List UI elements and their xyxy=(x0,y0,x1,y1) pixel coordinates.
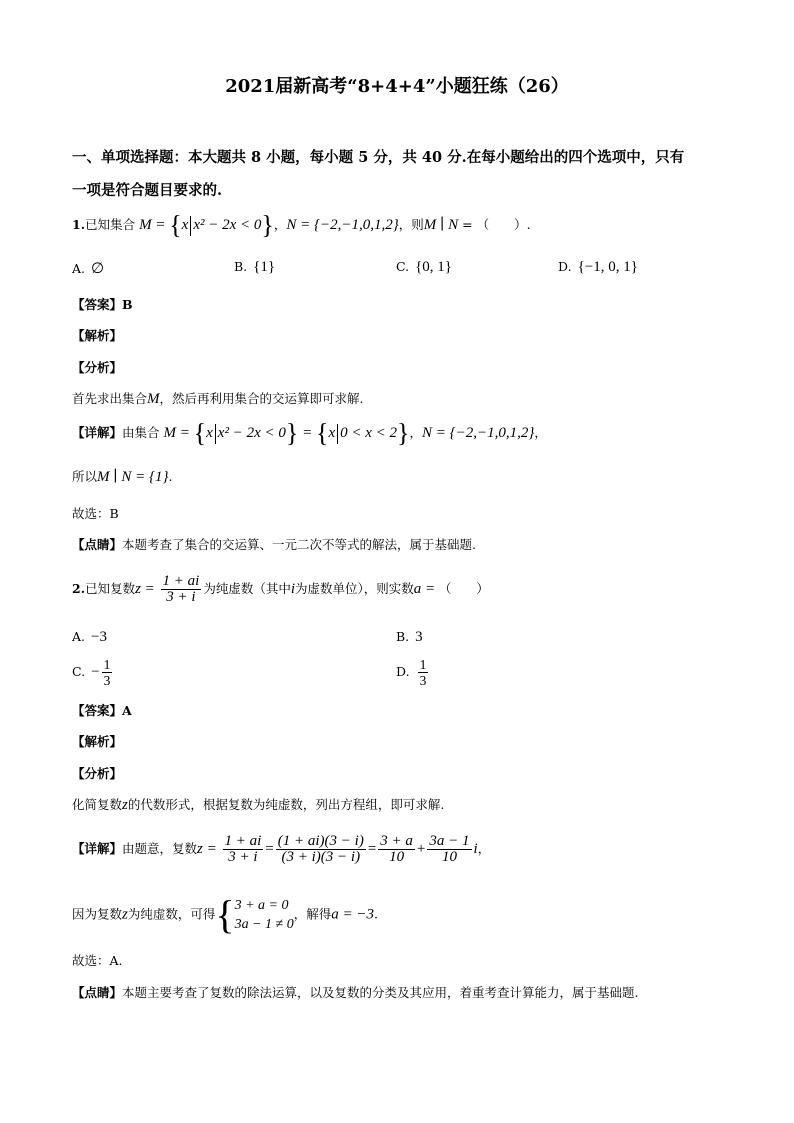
q1-analysis-tag: 【解析】 xyxy=(72,328,123,343)
q2-a-eq: a = xyxy=(413,581,439,597)
q2-detail-text-a: 由题意，复数 xyxy=(122,841,198,856)
q2-system-brace: { xyxy=(215,892,235,937)
q1-set-bar xyxy=(190,216,191,236)
q1-so-math: M ∣ N = {1} xyxy=(97,469,169,485)
q2-option-a-text: −3 xyxy=(91,629,107,645)
q1-option-a-label: A. xyxy=(72,261,86,276)
q1-detail-end: ， xyxy=(534,425,547,440)
q1-option-b xyxy=(234,259,275,276)
q1-set-N: N = {−2,−1,0,1,2} xyxy=(286,217,399,233)
q1-detail-cond-1: x² − 2x < 0 xyxy=(217,425,286,441)
q2-answer-value: A xyxy=(122,703,132,718)
q1-detail-x1: x xyxy=(206,425,213,441)
q1-comment xyxy=(72,534,476,556)
q1-detail-cond-2: 0 < x < 2 xyxy=(340,425,398,441)
q2-stem-fraction xyxy=(161,574,202,605)
q1-detail-brace-close-1: } xyxy=(285,418,299,448)
q1-stem-text-a: 已知集合 xyxy=(85,217,136,232)
q2-detail-f4-num: 3a − 1 xyxy=(429,833,470,849)
q1-option-b-text: {1} xyxy=(253,259,276,275)
q1-choose: 故选：B xyxy=(72,506,119,521)
q1-option-c xyxy=(396,259,452,276)
page-title: 2021届新高考“8+4+4”小题狂练（26） xyxy=(225,76,569,97)
q1-comma: ， xyxy=(273,217,287,232)
q1-stem xyxy=(72,210,531,240)
q2-since-z: z xyxy=(122,906,128,923)
q2-z-eq: z = xyxy=(135,581,159,597)
q2-detail-fraction-3 xyxy=(378,834,415,865)
q1-comment-tag: 【点睛】 xyxy=(72,537,123,552)
q2-option-b-label: B. xyxy=(396,629,410,644)
q2-option-b xyxy=(396,629,423,646)
q1-detail-M: M = xyxy=(163,425,194,441)
q2-detail: 【详解】由题意，复数z = $\frac{1 + ai}{3 + i}$ = $\frac{(1 + ai)(3 - i)}{(3 + i)(3 - i)}$ = $\frac{3 + a}{10}$ + $\frac{3a - 1}{10}$ i， xyxy=(72,833,491,865)
q1-set-condition: x² − 2x < 0 xyxy=(193,217,262,233)
q2-detail-f3-num: 3 + a xyxy=(380,833,413,849)
q2-analysis-text xyxy=(72,794,444,816)
q1-detail-comma: ， xyxy=(409,425,423,440)
q1-analyze-tag: 【分析】 xyxy=(72,360,123,375)
q2-system-row-1: 3 + a = 0 xyxy=(234,898,289,913)
q2-analyze-tag: 【分析】 xyxy=(72,766,123,781)
q1-answer-label: 【答案】 xyxy=(72,297,123,312)
q2-option-c xyxy=(72,657,114,688)
q2-detail-f2-num: (1 + ai)(3 − i) xyxy=(277,833,364,849)
q1-option-a xyxy=(72,259,104,278)
q2-detail-f1-num: 1 + ai xyxy=(224,833,262,849)
q2-detail-fraction-1 xyxy=(223,834,264,865)
q2-detail-tag: 【详解】 xyxy=(72,841,123,856)
q1-brace-open: { xyxy=(169,210,182,240)
q2-option-d-num: 1 xyxy=(419,657,427,672)
q1-option-d-text: {−1, 0, 1} xyxy=(577,259,638,275)
section-heading-line-1: 一、单项选择题：本大题共 8 小题，每小题 5 分，共 40 分.在每小题给出的四个选项中，只有 xyxy=(72,149,685,166)
q1-analysis-text-a: 首先求出集合 xyxy=(72,391,148,406)
q1-detail-bar-1 xyxy=(215,424,216,444)
q2-since-text-c: ，解得 xyxy=(293,906,332,922)
q2-equation-system xyxy=(215,892,294,937)
q1-analysis-label xyxy=(72,325,122,347)
q2-stem-fraction-den: 3 + i xyxy=(166,589,196,605)
q1-answer xyxy=(72,294,133,316)
q1-analysis-text xyxy=(72,388,364,410)
q2-option-c-sign: − xyxy=(91,664,100,680)
q1-set-M: M = xyxy=(139,217,170,233)
q1-detail-text-a: 由集合 xyxy=(122,425,160,440)
q2-detail-f4-den: 10 xyxy=(441,849,457,865)
q1-detail-eq: = xyxy=(298,425,316,441)
q1-detail xyxy=(72,418,547,448)
q1-detail-x2: x xyxy=(328,425,336,441)
q2-detail-f3-den: 10 xyxy=(389,849,405,865)
q2-option-d-fraction xyxy=(418,657,429,688)
q2-option-d-den: 3 xyxy=(419,673,427,688)
q1-stem-text-b: ，则 xyxy=(398,217,424,232)
q2-choose: 故选：A. xyxy=(72,953,123,968)
q1-intersection: M ∣ N xyxy=(423,217,459,233)
q2-option-d xyxy=(396,657,430,688)
q1-detail-tag: 【详解】 xyxy=(72,425,123,440)
q2-option-a-label: A. xyxy=(72,629,86,644)
q1-answer-value: B xyxy=(122,297,133,312)
q2-analysis-label xyxy=(72,731,122,753)
q2-since xyxy=(72,892,378,937)
q1-detail-brace-close-2: } xyxy=(397,418,410,448)
q2-i-var: i xyxy=(290,581,296,597)
q2-stem-text-c: 为虚数单位），则实数 xyxy=(295,581,414,596)
q2-option-a xyxy=(72,629,107,646)
q1-analysis-M: M xyxy=(147,391,160,407)
q1-option-a-text: ∅ xyxy=(91,261,105,277)
q2-number: 2. xyxy=(72,581,86,596)
q1-number: 1. xyxy=(72,217,86,232)
q1-detail-N: N = {−2,−1,0,1,2} xyxy=(422,425,535,441)
q2-detail-fraction-4 xyxy=(427,834,471,865)
q2-detail-f1-den: 3 + i xyxy=(228,849,258,865)
q1-detail-bar-2 xyxy=(337,424,338,444)
q1-so-end: . xyxy=(168,469,173,484)
q2-detail-f2-den: (3 + i)(3 − i) xyxy=(281,849,361,865)
q2-stem-text-d: （ ） xyxy=(438,581,489,596)
q1-stem-text-c: = （ ）. xyxy=(458,217,531,232)
q2-comment-text: 本题主要考查了复数的除法运算，以及复数的分类及其应用，着重考查计算能力，属于基础题. xyxy=(122,985,639,1000)
q2-analysis-text-a: 化简复数 xyxy=(72,797,123,812)
q2-since-end: . xyxy=(373,906,378,922)
q1-brace-close: } xyxy=(261,210,274,240)
q1-set-x: x xyxy=(181,217,189,233)
q1-analysis-text-b: ，然后再利用集合的交运算即可求解. xyxy=(159,391,364,406)
q2-stem-fraction-num: 1 + ai xyxy=(162,573,200,589)
section-heading-line-2: 一项是符合题目要求的. xyxy=(72,182,223,199)
q2-comment xyxy=(72,982,639,1004)
q2-analysis-text-b: 的代数形式，根据复数为纯虚数，列出方程组，即可求解. xyxy=(127,797,445,812)
q1-option-d xyxy=(558,259,638,276)
q2-option-c-num: 1 xyxy=(103,657,111,672)
q1-analyze-label xyxy=(72,357,122,379)
q2-detail-end: ， xyxy=(477,841,491,856)
q2-since-text-b: 为纯虚数，可得 xyxy=(127,906,216,922)
q1-comment-text: 本题考查了集合的交运算、一元二次不等式的解法，属于基础题. xyxy=(122,537,476,552)
q1-option-c-label: C. xyxy=(396,259,410,274)
q1-so-text: 所以 xyxy=(72,469,98,484)
q2-stem-text-a: 已知复数 xyxy=(85,581,136,596)
q1-option-c-text: {0, 1} xyxy=(415,259,452,275)
q1-option-d-label: D. xyxy=(558,259,572,274)
q2-answer-label: 【答案】 xyxy=(72,703,123,718)
q2-stem xyxy=(72,574,489,605)
q2-system-row-2: 3a − 1 ≠ 0 xyxy=(234,917,294,932)
q1-option-b-label: B. xyxy=(234,259,248,274)
q2-detail-i: i xyxy=(473,841,478,857)
q1-so xyxy=(72,466,172,488)
q2-comment-tag: 【点睛】 xyxy=(72,985,123,1000)
q2-answer xyxy=(72,700,132,722)
q2-option-c-fraction xyxy=(102,657,113,688)
q2-option-d-label: D. xyxy=(396,664,410,679)
q2-option-c-den: 3 xyxy=(103,673,111,688)
q2-detail-z: z = xyxy=(197,841,221,857)
q1-detail-brace-open-1: { xyxy=(193,418,207,448)
q2-analyze-label xyxy=(72,763,122,785)
q2-option-b-text: 3 xyxy=(415,629,423,645)
q2-stem-text-b: 为纯虚数（其中 xyxy=(203,581,291,596)
q2-since-result: a = −3 xyxy=(331,906,374,923)
q2-detail-fraction-2 xyxy=(276,834,366,865)
q2-analysis-tag: 【解析】 xyxy=(72,734,123,749)
q1-detail-brace-open-2: { xyxy=(315,418,329,448)
q2-since-text-a: 因为复数 xyxy=(72,906,123,922)
q2-analysis-z: z xyxy=(122,797,128,813)
q2-option-c-label: C. xyxy=(72,664,86,679)
